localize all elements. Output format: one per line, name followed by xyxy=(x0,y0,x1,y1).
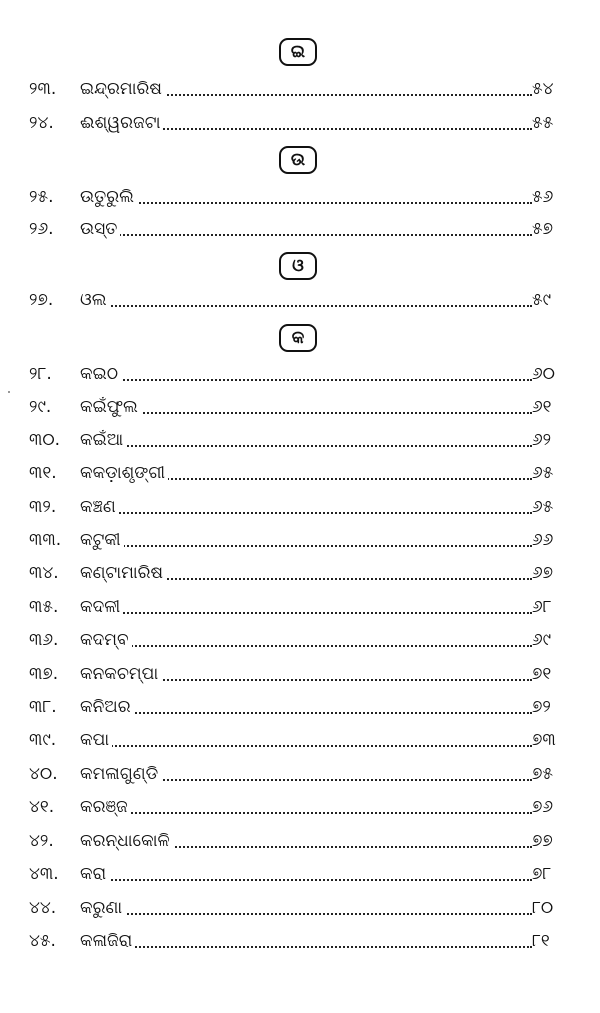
entry-number: ୨୪. xyxy=(29,113,54,133)
toc-entry[interactable] xyxy=(0,558,600,588)
entry-title: କନିଅର xyxy=(80,692,134,722)
entry-number: ୩୭. xyxy=(29,664,59,684)
toc-entry[interactable] xyxy=(0,108,600,138)
toc-entry[interactable] xyxy=(0,759,600,789)
entry-title: କଣ୍ଟାମାରିଷ xyxy=(80,558,166,588)
entry-page-number: ୬୫ xyxy=(532,463,554,483)
entry-page-number: ୬୫ xyxy=(532,497,554,517)
entry-page-number: ୫୬ xyxy=(532,187,554,207)
toc-entry[interactable] xyxy=(0,826,600,856)
section-heading xyxy=(0,324,600,356)
entry-title: କରନ୍ଧାକୋଳି xyxy=(80,826,173,856)
toc-entry[interactable] xyxy=(0,592,600,622)
entry-title: ଇନ୍ଦ୍ରମାରିଷ xyxy=(80,74,165,104)
scan-speck xyxy=(8,391,10,393)
entry-page-number: ୮୦ xyxy=(532,898,554,918)
entry-number: ୩୨. xyxy=(29,497,57,517)
entry-number: ୪୨. xyxy=(29,831,54,851)
entry-title: କରଞ୍ଜ xyxy=(80,792,131,822)
toc-entry[interactable] xyxy=(0,285,600,315)
entry-title: କଞ୍ଚଣ xyxy=(80,492,119,522)
entry-title: କମଳାଗୁଣ୍ଡି xyxy=(80,759,161,789)
toc-entry[interactable] xyxy=(0,359,600,389)
dot-leader xyxy=(80,712,532,714)
entry-number: ୩୬. xyxy=(29,630,59,650)
entry-title: ଉତୁରୁଲି xyxy=(80,182,137,212)
entry-title: କଟୁକୀ xyxy=(80,525,124,555)
entry-page-number: ୫୪ xyxy=(532,79,554,99)
toc-entry[interactable] xyxy=(0,692,600,722)
toc-entry[interactable] xyxy=(0,659,600,689)
entry-page-number: ୭୧ xyxy=(532,664,552,684)
entry-title: କରା xyxy=(80,859,109,889)
toc-entry[interactable] xyxy=(0,214,600,244)
toc-entry[interactable] xyxy=(0,625,600,655)
entry-title: କଦମ୍ବ xyxy=(80,625,132,655)
dot-leader xyxy=(80,445,532,447)
toc-entry[interactable] xyxy=(0,725,600,755)
dot-leader xyxy=(80,234,532,236)
dot-leader xyxy=(80,545,532,547)
entry-number: ୨୬. xyxy=(29,219,54,239)
entry-page-number: ୬୯ xyxy=(532,630,552,650)
entry-number: ୨୭. xyxy=(29,290,54,310)
dot-leader xyxy=(80,612,532,614)
entry-number: ୩୮. xyxy=(29,697,57,717)
entry-page-number: ୫୫ xyxy=(532,113,554,133)
entry-number: ୪୧. xyxy=(29,797,55,817)
toc-entry[interactable] xyxy=(0,893,600,923)
entry-page-number: ୫୯ xyxy=(532,290,552,310)
section-letter-badge: ଓ xyxy=(279,252,317,280)
toc-entry[interactable] xyxy=(0,926,600,956)
entry-title: କଳାଜିରା xyxy=(80,926,135,956)
entry-page-number: ୬୧ xyxy=(532,397,552,417)
section-heading xyxy=(0,252,600,284)
section-letter-badge: ଇ xyxy=(279,38,317,66)
entry-page-number: ୫୭ xyxy=(532,219,554,239)
entry-title: ଓଲ xyxy=(80,285,110,315)
entry-page-number: ୬୬ xyxy=(532,530,554,550)
dot-leader xyxy=(80,645,532,647)
dot-leader xyxy=(80,512,532,514)
entry-title: କଦଳୀ xyxy=(80,592,123,622)
entry-title: କରୁଣା xyxy=(80,893,125,923)
section-heading xyxy=(0,38,600,70)
toc-entry[interactable] xyxy=(0,182,600,212)
entry-page-number: ୭୬ xyxy=(532,797,554,817)
dot-leader xyxy=(80,202,532,204)
entry-number: ୪୫. xyxy=(29,931,56,951)
toc-entry[interactable] xyxy=(0,492,600,522)
entry-page-number: ୬୨ xyxy=(532,430,552,450)
entry-number: ୩୯. xyxy=(29,730,57,750)
entry-page-number: ୭୩ xyxy=(532,730,556,750)
dot-leader xyxy=(80,745,532,747)
entry-page-number: ୭୨ xyxy=(532,697,551,717)
entry-page-number: ୭୫ xyxy=(532,764,554,784)
entry-page-number: ୭୮ xyxy=(532,864,552,884)
entry-number: ୩୦. xyxy=(29,430,61,450)
entry-number: ୪୪. xyxy=(29,898,57,918)
section-heading xyxy=(0,146,600,178)
entry-title: ଉସ୍ତ xyxy=(80,214,120,244)
dot-leader xyxy=(80,812,532,814)
entry-title: କଇଠ xyxy=(80,359,121,389)
entry-page-number: ୮୧ xyxy=(532,931,550,951)
entry-number: ୩୩. xyxy=(29,530,62,550)
toc-entry[interactable] xyxy=(0,525,600,555)
dot-leader xyxy=(80,412,532,414)
entry-page-number: ୬୭ xyxy=(532,563,554,583)
dot-leader xyxy=(80,305,532,307)
entry-page-number: ୭୭ xyxy=(532,831,553,851)
entry-number: ୨୩. xyxy=(29,79,57,99)
entry-number: ୪୦. xyxy=(29,764,58,784)
toc-entry[interactable] xyxy=(0,792,600,822)
toc-entry[interactable] xyxy=(0,425,600,455)
toc-entry[interactable] xyxy=(0,458,600,488)
entry-title: କଇଁଆ xyxy=(80,425,126,455)
entry-title: କନକଚମ୍ପା xyxy=(80,659,161,689)
entry-number: ୩୪. xyxy=(29,563,59,583)
entry-title: କକଡ଼ାଶୃଙ୍ଗୀ xyxy=(80,458,168,488)
entry-number: ୨୯. xyxy=(29,397,52,417)
dot-leader xyxy=(80,946,532,948)
toc-entry[interactable] xyxy=(0,74,600,104)
section-letter-badge: କ xyxy=(279,324,317,352)
entry-number: ୪୩. xyxy=(29,864,59,884)
entry-title: କପା xyxy=(80,725,112,755)
section-letter-badge: ଉ xyxy=(279,146,317,174)
dot-leader xyxy=(80,379,532,381)
dot-leader xyxy=(80,879,532,881)
toc-entry[interactable] xyxy=(0,392,600,422)
entry-page-number: ୬୦ xyxy=(532,364,555,384)
entry-number: ୨୮. xyxy=(29,364,52,384)
entry-title: ଈଶ୍ୱରଜଟା xyxy=(80,108,163,138)
entry-number: ୩୧. xyxy=(29,463,57,483)
entry-page-number: ୬୮ xyxy=(532,597,552,617)
toc-entry[interactable] xyxy=(0,859,600,889)
entry-title: କଇଁଫୁଲ xyxy=(80,392,141,422)
entry-number: ୨୫. xyxy=(29,187,54,207)
entry-number: ୩୫. xyxy=(29,597,59,617)
dot-leader xyxy=(80,913,532,915)
